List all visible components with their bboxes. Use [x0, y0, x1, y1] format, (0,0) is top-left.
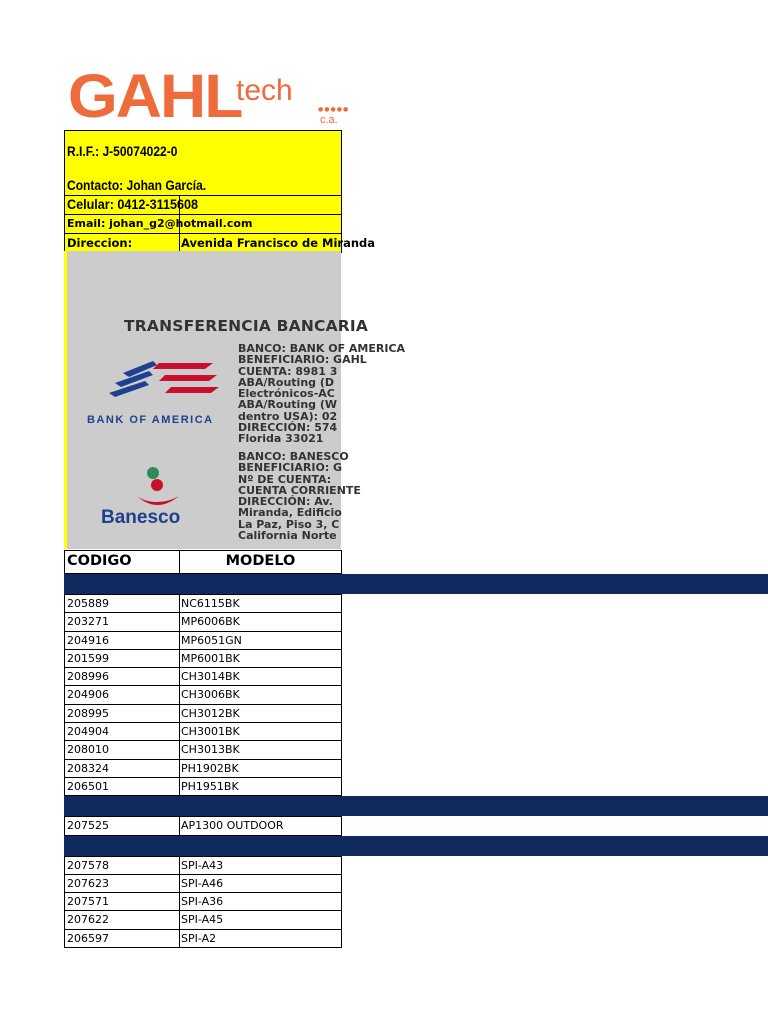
- codigo-cell: 207623: [67, 876, 109, 890]
- table-header: [64, 550, 342, 574]
- boa-detail-line: Electrónicos-AC: [238, 387, 335, 401]
- bank-transfer-image: [64, 251, 406, 549]
- boa-detail-line: Florida 33021: [238, 432, 324, 446]
- category-band: [64, 574, 768, 594]
- info-top-cell: [65, 131, 341, 196]
- table-row: [64, 650, 342, 668]
- header-modelo: MODELO: [225, 553, 296, 569]
- bank-of-america-name: BANK OF AMERICA: [87, 414, 214, 426]
- celular-row: [65, 196, 341, 215]
- email-row: [65, 215, 341, 234]
- logo-dots: ●●●●●: [318, 106, 350, 113]
- banesco-detail-line: California Norte: [238, 529, 337, 543]
- email-text: Email: johan_g2@hotmail.com: [67, 217, 253, 230]
- modelo-cell: CH3006BK: [181, 688, 240, 702]
- modelo-cell: AP1300 OUTDOOR: [181, 819, 284, 833]
- category-band: [64, 796, 768, 816]
- table-row: [64, 760, 342, 778]
- boa-detail-line: DIRECCIÓN: 574: [238, 421, 338, 435]
- bank-transfer-title: TRANSFERENCIA BANCARIA: [124, 317, 369, 335]
- banesco-detail-line: Miranda, Edificio: [238, 506, 342, 520]
- table-row: [64, 856, 342, 875]
- banesco-detail-line: CUENTA CORRIENTE: [238, 483, 361, 497]
- codigo-cell: 205889: [67, 597, 109, 610]
- codigo-cell: 208995: [67, 706, 109, 720]
- logo-ca-text: c.a.: [320, 114, 338, 126]
- banesco-detail-line: Nº DE CUENTA:: [238, 472, 332, 486]
- header-codigo: CODIGO: [67, 553, 132, 569]
- table-row: [64, 875, 342, 893]
- codigo-cell: 207578: [67, 858, 109, 872]
- category-band: [64, 836, 768, 856]
- banesco-detail-line: BENEFICIARIO: G: [238, 461, 343, 475]
- codigo-cell: 203271: [67, 615, 109, 629]
- codigo-cell: 204906: [67, 688, 109, 702]
- modelo-cell: CH3012BK: [181, 706, 240, 720]
- contacto-text: Contacto: Johan García.: [67, 177, 207, 193]
- codigo-cell: 208324: [67, 761, 109, 775]
- table-row: [64, 668, 342, 686]
- table-row: [64, 705, 342, 723]
- modelo-cell: SPI-A43: [181, 858, 224, 872]
- bank-of-america-flag-icon: [109, 359, 219, 409]
- logo-tech-text: tech: [236, 74, 293, 107]
- banesco-detail-line: DIRECCIÓN: Av.: [238, 495, 333, 509]
- modelo-cell: CH3001BK: [181, 725, 240, 739]
- codigo-cell: 208010: [67, 743, 109, 757]
- table-row: [64, 911, 342, 929]
- codigo-cell: 204904: [67, 725, 109, 739]
- codigo-cell: 201599: [67, 651, 109, 665]
- direccion-row: [65, 234, 376, 252]
- company-logo: [68, 61, 350, 131]
- codigo-cell: 207571: [67, 895, 109, 909]
- table-row: [64, 594, 342, 613]
- rif-text: R.I.F.: J-50074022-0: [67, 143, 178, 159]
- banesco-name: Banesco: [101, 507, 181, 528]
- table-row: [64, 723, 342, 741]
- banesco-detail-line: La Paz, Piso 3, C: [238, 517, 340, 531]
- codigo-cell: 208996: [67, 670, 109, 684]
- modelo-cell: SPI-A2: [181, 931, 217, 945]
- boa-detail-line: ABA/Routing (D: [238, 375, 335, 389]
- modelo-cell: MP6051GN: [181, 633, 242, 647]
- table-row: [64, 632, 342, 650]
- boa-detail-line: ABA/Routing (W: [238, 398, 338, 412]
- table-row: [64, 778, 342, 796]
- modelo-cell: CH3014BK: [181, 670, 240, 684]
- boa-details: [238, 343, 405, 445]
- direccion-value: Avenida Francisco de Miranda: [181, 236, 376, 250]
- banesco-detail-line: BANCO: BANESCO: [238, 450, 349, 463]
- codigo-cell: 207525: [67, 819, 109, 833]
- modelo-cell: SPI-A45: [181, 913, 224, 927]
- table-row: [64, 741, 342, 759]
- modelo-cell: NC6115BK: [181, 597, 240, 610]
- celular-text: Celular: 0412-3115608: [67, 196, 199, 212]
- table-row: [64, 613, 342, 631]
- banesco-logo-icon: [133, 466, 183, 511]
- direccion-label: Direccion:: [67, 236, 133, 250]
- codigo-cell: 207622: [67, 913, 109, 927]
- table-row: [64, 816, 342, 835]
- codigo-cell: 204916: [67, 633, 109, 647]
- codigo-cell: 206597: [67, 931, 109, 945]
- modelo-cell: MP6001BK: [181, 651, 240, 665]
- modelo-cell: MP6006BK: [181, 615, 240, 629]
- company-info-block: [64, 130, 376, 253]
- modelo-cell: CH3013BK: [181, 743, 240, 757]
- logo-main-text: GAHL: [68, 61, 242, 131]
- boa-detail-line: BANCO: BANK OF AMERICA: [238, 342, 406, 355]
- table-row: [64, 893, 342, 911]
- boa-detail-line: CUENTA: 8981 3: [238, 364, 338, 378]
- boa-detail-line: BENEFICIARIO: GAHL: [238, 353, 367, 367]
- modelo-cell: PH1902BK: [181, 761, 239, 775]
- boa-detail-line: dentro USA): 02: [238, 409, 338, 423]
- product-table: [64, 550, 768, 948]
- modelo-cell: SPI-A46: [181, 876, 224, 890]
- modelo-cell: SPI-A36: [181, 895, 224, 909]
- modelo-cell: PH1951BK: [181, 779, 239, 793]
- banesco-details: [238, 451, 361, 541]
- table-row: [64, 686, 342, 704]
- table-row: [64, 930, 342, 948]
- codigo-cell: 206501: [67, 779, 109, 793]
